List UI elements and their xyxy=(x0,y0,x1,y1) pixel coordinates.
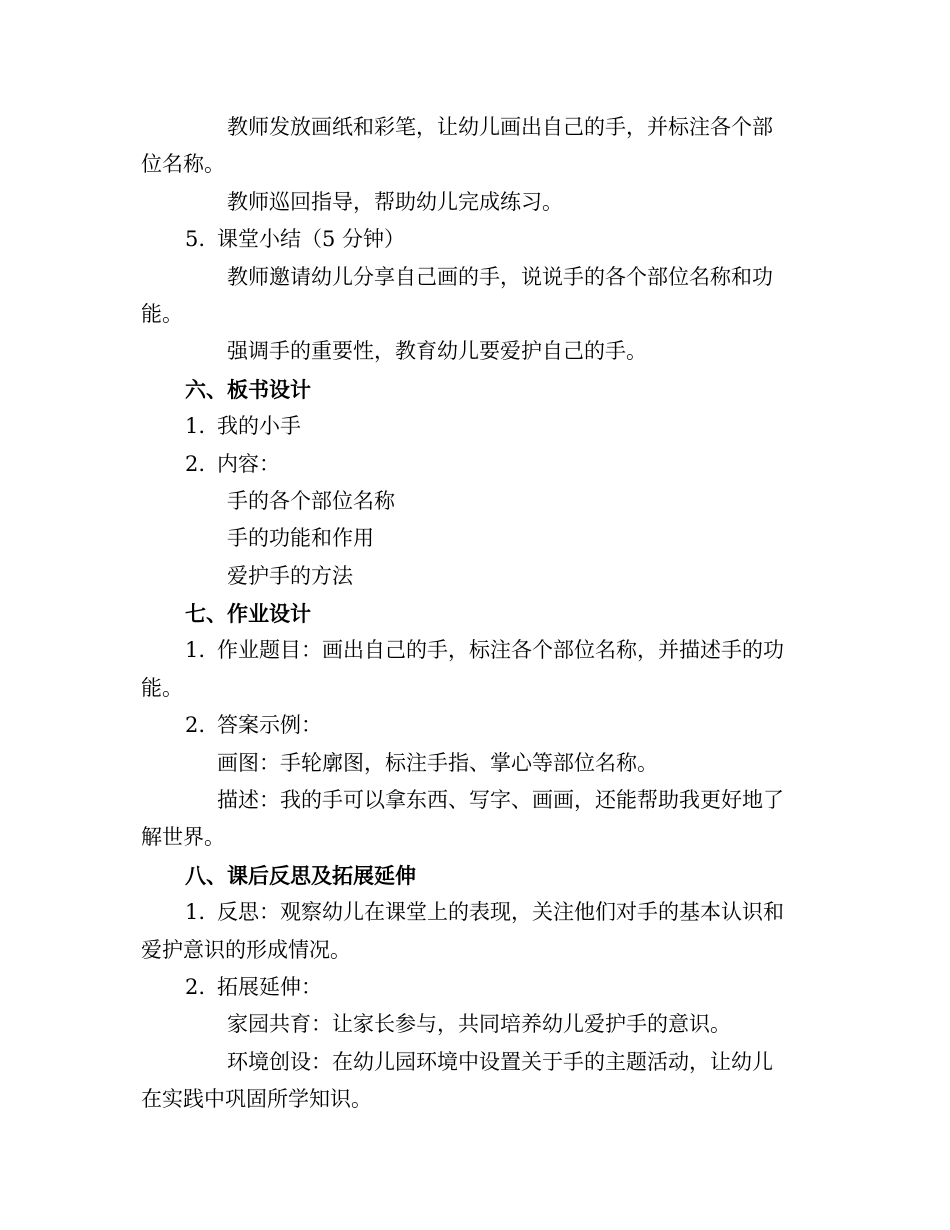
paragraph-line: 能。 xyxy=(141,675,183,700)
section-heading: 六、板书设计 xyxy=(185,376,311,402)
list-item-text: 我的小手 xyxy=(217,414,301,439)
list-number: 2. xyxy=(185,974,206,999)
sub-item: 家园共育：让家长参与，共同培养幼儿爱护手的意识。 xyxy=(227,1012,731,1037)
list-item xyxy=(141,707,806,744)
sub-item: 手的功能和作用 xyxy=(227,526,374,551)
sub-item: 画图：手轮廓图，标注手指、掌心等部位名称。 xyxy=(217,750,658,775)
paragraph-line: 爱护意识的形成情况。 xyxy=(141,937,351,962)
paragraph-line: 教师邀请幼儿分享自己画的手，说说手的各个部位名称和功 xyxy=(227,264,773,289)
list-item xyxy=(141,969,806,1006)
sub-item: 爱护手的方法 xyxy=(227,563,353,588)
list-number: 2. xyxy=(185,713,206,738)
list-item xyxy=(141,408,806,445)
list-item xyxy=(141,632,806,669)
list-item xyxy=(141,446,806,483)
paragraph-line: 能。 xyxy=(141,301,183,326)
paragraph-line: 教师巡回指导，帮助幼儿完成练习。 xyxy=(227,189,563,214)
list-item-text: 内容： xyxy=(217,451,280,476)
paragraph-line: 教师发放画纸和彩笔，让幼儿画出自己的手，并标注各个部 xyxy=(227,115,773,139)
section-heading: 八、课后反思及拓展延伸 xyxy=(185,862,416,888)
paragraph-line: 在实践中巩固所学知识。 xyxy=(141,1087,372,1112)
list-number: 1. xyxy=(185,638,206,663)
list-number: 5. xyxy=(185,227,206,252)
section-heading: 七、作业设计 xyxy=(185,601,311,627)
list-number: 2. xyxy=(185,451,206,476)
list-item xyxy=(141,894,806,931)
list-number: 1. xyxy=(185,414,206,439)
document-body xyxy=(141,109,806,1119)
paragraph-line: 解世界。 xyxy=(141,825,225,850)
list-item xyxy=(141,221,806,258)
list-item-text: 答案示例： xyxy=(217,713,322,738)
sub-item: 手的各个部位名称 xyxy=(227,488,395,513)
list-number: 1. xyxy=(185,900,206,925)
sub-item: 描述：我的手可以拿东西、写字、画画，还能帮助我更好地了 xyxy=(217,788,784,813)
paragraph-line: 强调手的重要性，教育幼儿要爱护自己的手。 xyxy=(227,339,647,364)
list-item-text: 作业题目：画出自己的手，标注各个部位名称，并描述手的功 xyxy=(217,638,784,663)
list-item-text: 拓展延伸： xyxy=(217,974,322,999)
sub-item: 环境创设：在幼儿园环境中设置关于手的主题活动，让幼儿 xyxy=(227,1049,773,1074)
list-item-text: 课堂小结（5 分钟） xyxy=(217,227,406,252)
list-item-text: 反思：观察幼儿在课堂上的表现，关注他们对手的基本认识和 xyxy=(217,900,784,925)
paragraph-line: 位名称。 xyxy=(141,152,225,177)
